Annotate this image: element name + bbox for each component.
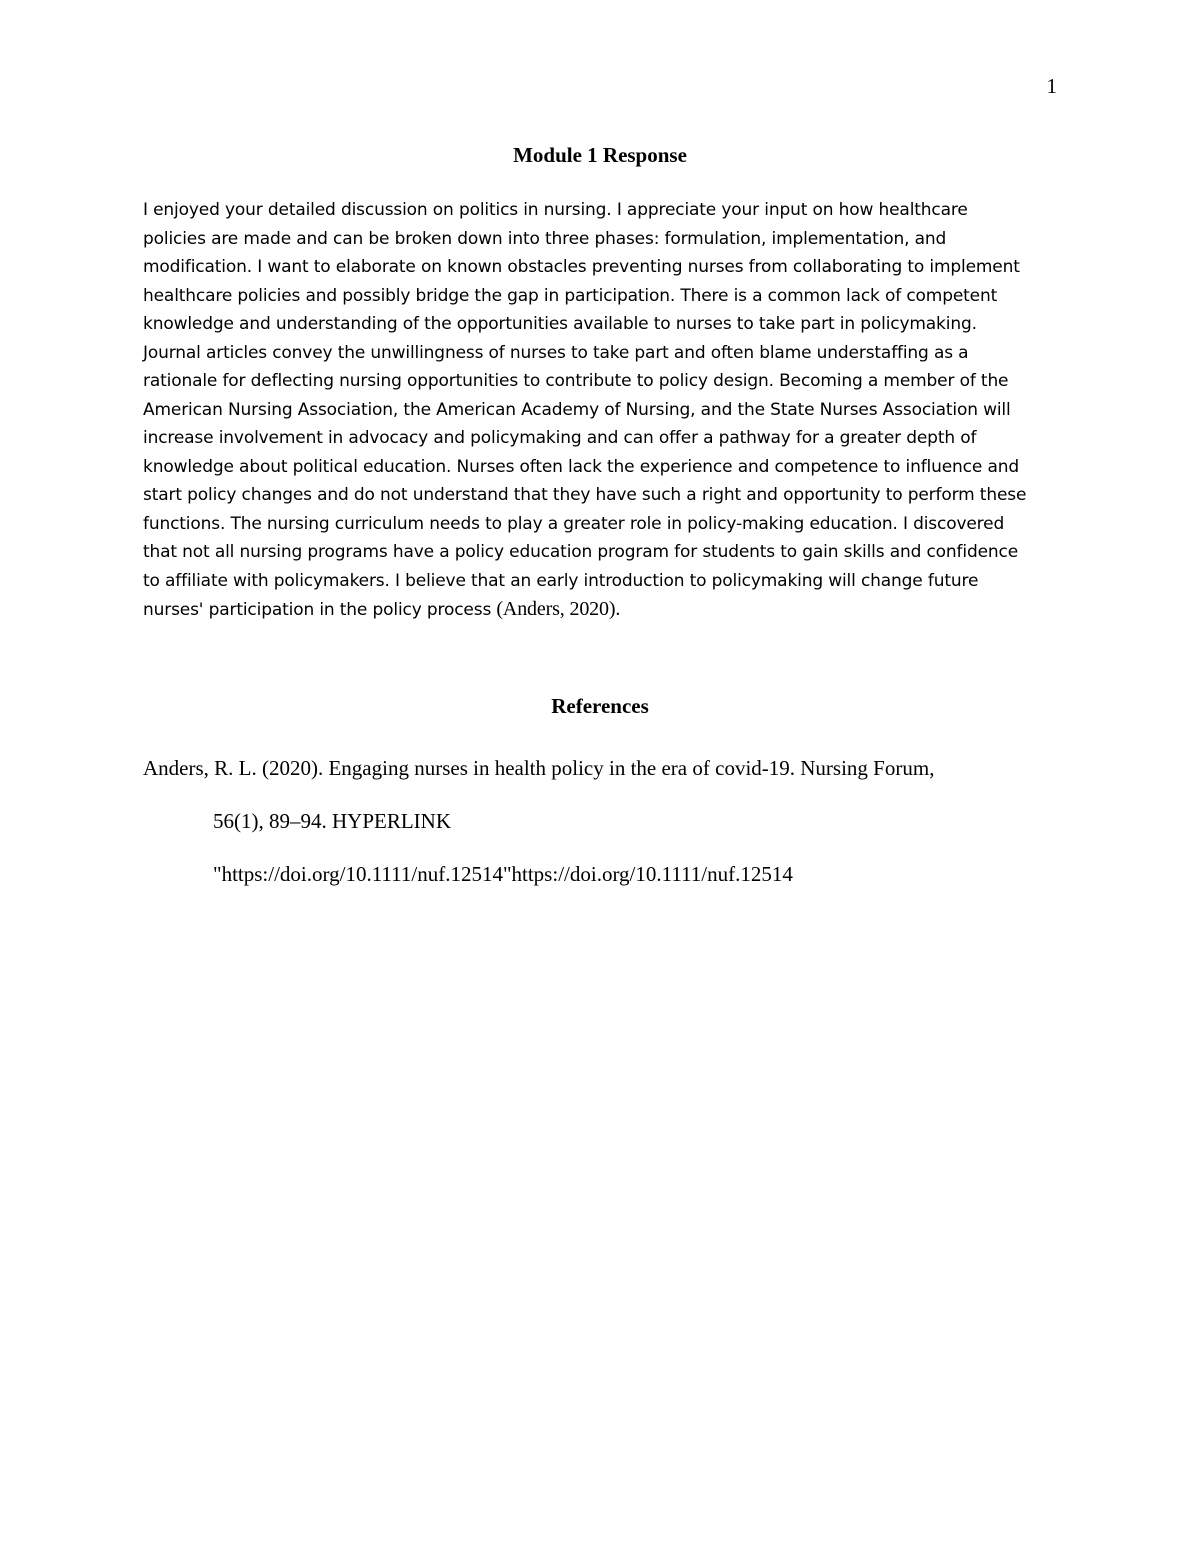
- paragraph-line: functions. The nursing curriculum needs to play a greater role in policy-making education. I discovered: [143, 513, 1005, 534]
- reference-doi-line: "https://doi.org/10.1111/nuf.12514"https://doi.org/10.1111/nuf.12514: [213, 862, 793, 886]
- in-text-citation: (Anders, 2020).: [496, 598, 621, 620]
- paragraph-last-line-text: nurses' participation in the policy process: [143, 600, 497, 620]
- paragraph-line: knowledge about political education. Nurses often lack the experience and competence to influence and: [143, 456, 1019, 477]
- document-title: Module 1 Response: [513, 143, 687, 167]
- paragraph-line: healthcare policies and possibly bridge the gap in participation. There is a common lack of competent: [143, 285, 998, 306]
- paragraph-line: modification. I want to elaborate on known obstacles preventing nurses from collaborating to implement: [143, 257, 1020, 277]
- paragraph-line: I enjoyed your detailed discussion on politics in nursing. I appreciate your input on how healthcare: [143, 200, 968, 220]
- reference-line: Anders, R. L. (2020). Engaging nurses in health policy in the era of covid-19. Nursing Forum,: [143, 756, 935, 780]
- page-number: 1: [1046, 74, 1057, 98]
- paragraph-line: that not all nursing programs have a policy education program for students to gain skills and confidence: [143, 542, 1019, 562]
- response-paragraph: [143, 196, 1059, 625]
- paragraph-last-line: [143, 595, 1059, 625]
- paragraph-line: increase involvement in advocacy and policymaking and can offer a pathway for a greater depth of: [143, 428, 977, 448]
- reference-entry: [143, 748, 1063, 907]
- references-heading: References: [551, 694, 649, 718]
- reference-line: 56(1), 89–94. HYPERLINK: [213, 809, 451, 833]
- paragraph-line: American Nursing Association, the American Academy of Nursing, and the State Nurses Association will: [143, 399, 1011, 420]
- paragraph-line: to affiliate with policymakers. I believe that an early introduction to policymaking will change future: [143, 570, 979, 591]
- paragraph-line: start policy changes and do not understand that they have such a right and opportunity to perform these: [143, 485, 1027, 505]
- paragraph-line: policies are made and can be broken down into three phases: formulation, implementation, and: [143, 228, 947, 249]
- paragraph-line: Journal articles convey the unwillingness of nurses to take part and often blame understaffing as a: [143, 342, 969, 363]
- paragraph-line: rationale for deflecting nursing opportunities to contribute to policy design. Becoming a member of the: [143, 371, 1009, 391]
- paragraph-line: knowledge and understanding of the opportunities available to nurses to take part in policymaking.: [143, 314, 977, 334]
